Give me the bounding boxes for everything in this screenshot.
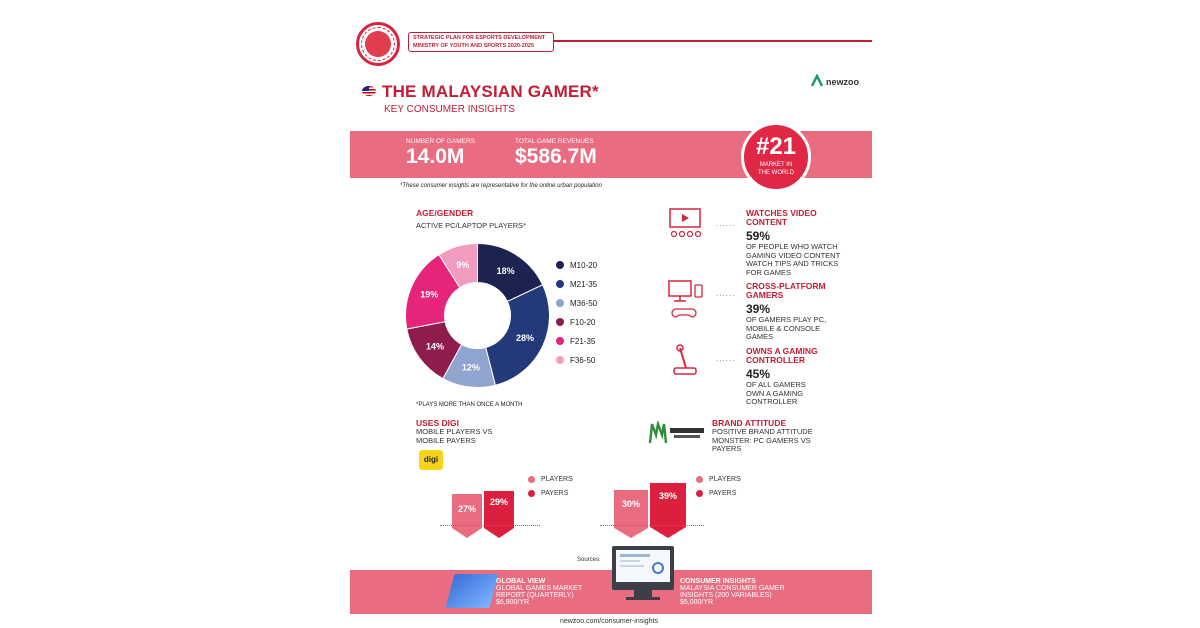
video-text-3: WATCH TIPS AND TRICKS: [746, 259, 839, 268]
revenue-label: TOTAL GAME REVENUES: [515, 138, 594, 145]
global-view-title: GLOBAL VIEW: [496, 578, 546, 585]
footer-band: [350, 570, 872, 614]
ministry-seal-logo: [356, 22, 400, 66]
revenue-value: $586.7M: [515, 145, 597, 168]
controller-insight: [746, 347, 818, 407]
monster-legend-payers-label: PAYERS: [709, 490, 737, 497]
consumer-insights-price: $5,000/YR: [680, 599, 714, 606]
malaysia-flag-icon: [362, 86, 376, 96]
legend-item-m10-20: [556, 258, 597, 272]
legend-swatch: [556, 337, 564, 345]
video-audience-icon: [668, 208, 706, 242]
brand-attitude-text-3: PAYERS: [712, 444, 742, 453]
brand-attitude-section: [712, 419, 813, 454]
controller-pct: 45%: [746, 367, 771, 381]
global-view-product[interactable]: [496, 578, 582, 606]
monster-legend-players-label: PLAYERS: [709, 476, 741, 483]
joystick-icon: [670, 344, 700, 378]
legend-item-m36-50: [556, 296, 597, 310]
cross-text-3: GAMES: [746, 332, 774, 341]
digi-payers-value: 29%: [489, 497, 508, 507]
video-text-4: FOR GAMES: [746, 267, 792, 277]
video-text-2: GAMING VIDEO CONTENT: [746, 250, 841, 260]
monster-energy-logo: [648, 421, 708, 445]
representative-note: *These consumer insights are representative for the online urban population: [400, 183, 602, 189]
header-divider: [554, 40, 872, 42]
controller-text-2: OWN A GAMING: [746, 388, 804, 398]
monster-payers-value: 39%: [658, 491, 677, 501]
gamers-value: 14.0M: [406, 145, 465, 168]
rank-value: #21: [755, 133, 797, 160]
rank-label: MARKET IN THE WORLD: [758, 162, 794, 176]
page-title: THE MALAYSIAN GAMER*: [382, 82, 599, 101]
legend-label: F36-50: [570, 355, 596, 365]
newzoo-logo-icon: [810, 74, 824, 88]
donut-label-f10-20: 14%: [426, 341, 445, 352]
monster-legend-players: [696, 476, 741, 483]
legend-label: M10-20: [570, 260, 598, 270]
page-subtitle: KEY CONSUMER INSIGHTS: [384, 104, 515, 115]
strategic-plan-line2: MINISTRY OF YOUTH AND SPORTS 2020-2025: [413, 43, 535, 49]
connector-dots: ......: [716, 289, 736, 298]
legend-swatch: [556, 299, 564, 307]
video-text-1: OF PEOPLE WHO WATCH: [746, 242, 838, 251]
footer-url-link[interactable]: newzoo.com/consumer-insights: [560, 618, 659, 625]
monitor-base: [626, 597, 660, 600]
digi-legend-players: [528, 476, 573, 483]
monster-baseline: [600, 525, 704, 526]
consumer-insights-text-1: MALAYSIA CONSUMER GAMER: [680, 585, 785, 592]
consumer-insights-product[interactable]: [680, 578, 785, 606]
consumer-insights-title: CONSUMER INSIGHTS: [680, 578, 756, 585]
cross-text-1: OF GAMERS PLAY PC,: [746, 315, 827, 324]
monster-legend-payers: [696, 490, 736, 497]
monster-payers-bar: [650, 483, 686, 538]
age-gender-subtitle: ACTIVE PC/LAPTOP PLAYERS*: [416, 221, 527, 230]
digi-baseline: [440, 525, 540, 526]
video-title-line1: WATCHES VIDEO: [746, 208, 817, 218]
digi-logo: digi: [419, 450, 443, 470]
strategic-plan-line1: STRATEGIC PLAN FOR ESPORTS DEVELOPMENT: [413, 35, 546, 41]
controller-text-3: CONTROLLER: [746, 397, 798, 406]
age-gender-title: AGE/GENDER: [416, 208, 474, 218]
legend-item-m21-35: [556, 277, 597, 291]
cross-platform-insight: [746, 282, 826, 342]
digi-text-1: MOBILE PLAYERS VS: [416, 427, 493, 436]
newzoo-brand: newzoo: [826, 77, 859, 87]
global-view-price: $6,900/YR: [496, 599, 530, 606]
brand-attitude-text-2: MONSTER: PC GAMERS VS: [712, 435, 811, 445]
video-title-line2: CONTENT: [746, 217, 788, 227]
legend-item-f21-35: [556, 334, 595, 348]
controller-title-line2: CONTROLLER: [746, 355, 806, 365]
donut-label-f21-35: 19%: [420, 289, 439, 300]
connector-dots: ......: [716, 219, 736, 228]
controller-title-line1: OWNS A GAMING: [746, 346, 818, 356]
donut-legend: [556, 258, 636, 368]
consumer-insights-text-2: INSIGHTS (200 VARIABLES): [680, 592, 772, 599]
legend-item-f36-50: [556, 353, 595, 367]
gamers-stat: [406, 138, 475, 169]
legend-swatch: [556, 261, 564, 269]
market-rank-badge: [741, 122, 811, 192]
cross-title-line1: CROSS-PLATFORM: [746, 281, 826, 291]
brand-attitude-text-1: POSITIVE BRAND ATTITUDE: [712, 427, 813, 436]
controller-text-1: OF ALL GAMERS: [746, 380, 806, 389]
donut-label-m21-35: 28%: [515, 332, 535, 343]
legend-label: F21-35: [570, 336, 596, 346]
monster-players-value: 30%: [621, 499, 640, 509]
revenue-stat: [515, 138, 597, 169]
digi-section: [416, 419, 493, 445]
strategic-plan-label: [408, 32, 554, 52]
digi-players-value: 27%: [457, 504, 476, 514]
sources-label: Sources:: [577, 557, 601, 563]
legend-label: F10-20: [570, 317, 596, 327]
legend-swatch: [556, 356, 564, 364]
legend-swatch: [556, 280, 564, 288]
monster-players-bar: [614, 490, 648, 538]
global-view-report-image: [445, 574, 498, 608]
video-pct: 59%: [746, 229, 771, 243]
gamers-label: NUMBER OF GAMERS: [406, 138, 475, 145]
insights-column: [668, 206, 872, 406]
consumer-insights-monitor-image: [612, 546, 674, 590]
cross-text-2: MOBILE & CONSOLE: [746, 323, 821, 333]
legend-label: M21-35: [570, 279, 598, 289]
digi-title: USES DIGI: [416, 418, 459, 428]
legend-swatch: [556, 318, 564, 326]
legend-label: M36-50: [570, 298, 598, 308]
global-view-text-2: REPORT (QUARTERLY): [496, 592, 574, 599]
cross-pct: 39%: [746, 302, 771, 316]
age-gender-donut-chart: [405, 243, 550, 388]
digi-legend-payers: [528, 490, 568, 497]
donut-label-f36-50: 9%: [456, 260, 470, 271]
age-gender-footnote: *PLAYS MORE THAN ONCE A MONTH: [416, 402, 523, 408]
digi-legend-players-label: PLAYERS: [541, 476, 573, 483]
digi-payers-bar: [484, 491, 514, 538]
video-insight: [746, 209, 840, 277]
global-view-text-1: GLOBAL GAMES MARKET: [496, 585, 583, 592]
cross-title-line2: GAMERS: [746, 290, 784, 300]
donut-label-m36-50: 12%: [461, 362, 480, 373]
digi-players-bar: [452, 494, 482, 538]
brand-attitude-title: BRAND ATTITUDE: [712, 418, 787, 428]
connector-dots: ......: [716, 354, 736, 363]
donut-label-m10-20: 18%: [496, 266, 515, 277]
digi-legend-payers-label: PAYERS: [541, 490, 569, 497]
devices-icon: [668, 280, 704, 320]
legend-item-f10-20: [556, 315, 595, 329]
digi-text-2: MOBILE PAYERS: [416, 435, 476, 445]
